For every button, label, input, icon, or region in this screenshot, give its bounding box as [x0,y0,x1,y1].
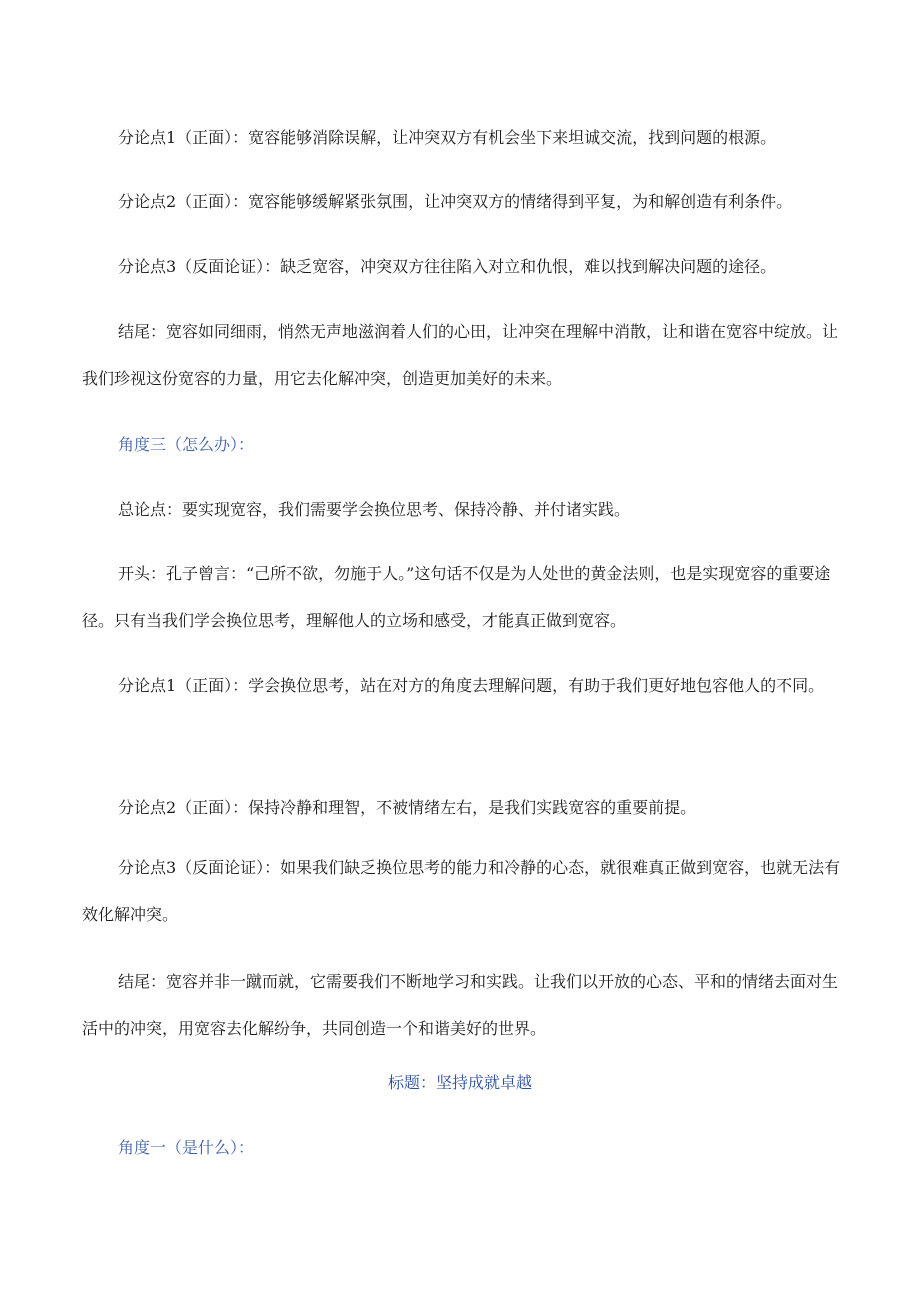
paragraph-main-argument: 总论点：要实现宽容，我们需要学会换位思考、保持冷静、并付诸实践。 [118,500,631,519]
section-heading-angle-1: 角度一（是什么）： [118,1138,255,1157]
paragraph-conclusion-2: 结尾：宽容并非一蹴而就，它需要我们不断地学习和实践。让我们以开放的心态、平和的情绪去面对生活中的冲突，用宽容去化解纷争，共同创造一个和谐美好的世界。 [82,972,839,1038]
section-title: 标题：坚持成就卓越 [387,1073,532,1092]
paragraph-sub-argument-3: 分论点3（反面论证）：缺乏宽容，冲突双方往往陷入对立和仇恨，难以找到解决问题的途径。 [118,257,777,276]
paragraph-sub-argument-1: 分论点1（正面）：宽容能够消除误解，让冲突双方有机会坐下来坦诚交流，找到问题的根源。 [118,128,777,147]
paragraph-opening: 开头：孔子曾言：“己所不欲，勿施于人。”这句话不仅是为人处世的黄金法则，也是实现宽容的重要途径。只有当我们学会换位思考，理解他人的立场和感受，才能真正做到宽容。 [82,564,831,630]
paragraph-conclusion-1: 结尾：宽容如同细雨，悄然无声地滋润着人们的心田，让冲突在理解中消散，让和谐在宽容中绽放。让我们珍视这份宽容的力量，用它去化解冲突，创造更加美好的未来。 [82,322,839,388]
paragraph-sub-argument-1b: 分论点1（正面）：学会换位思考，站在对方的角度去理解问题，有助于我们更好地包容他人的不同。 [118,676,825,695]
paragraph-sub-argument-2: 分论点2（正面）：宽容能够缓解紧张氛围，让冲突双方的情绪得到平复，为和解创造有利条件。 [118,192,793,211]
section-heading-angle-3: 角度三（怎么办）： [118,435,255,454]
paragraph-sub-argument-3b: 分论点3（反面论证）：如果我们缺乏换位思考的能力和冷静的心态，就很难真正做到宽容，也就无法有效化解冲突。 [82,858,841,924]
paragraph-sub-argument-2b: 分论点2（正面）：保持冷静和理智，不被情绪左右，是我们实践宽容的重要前提。 [118,798,697,817]
